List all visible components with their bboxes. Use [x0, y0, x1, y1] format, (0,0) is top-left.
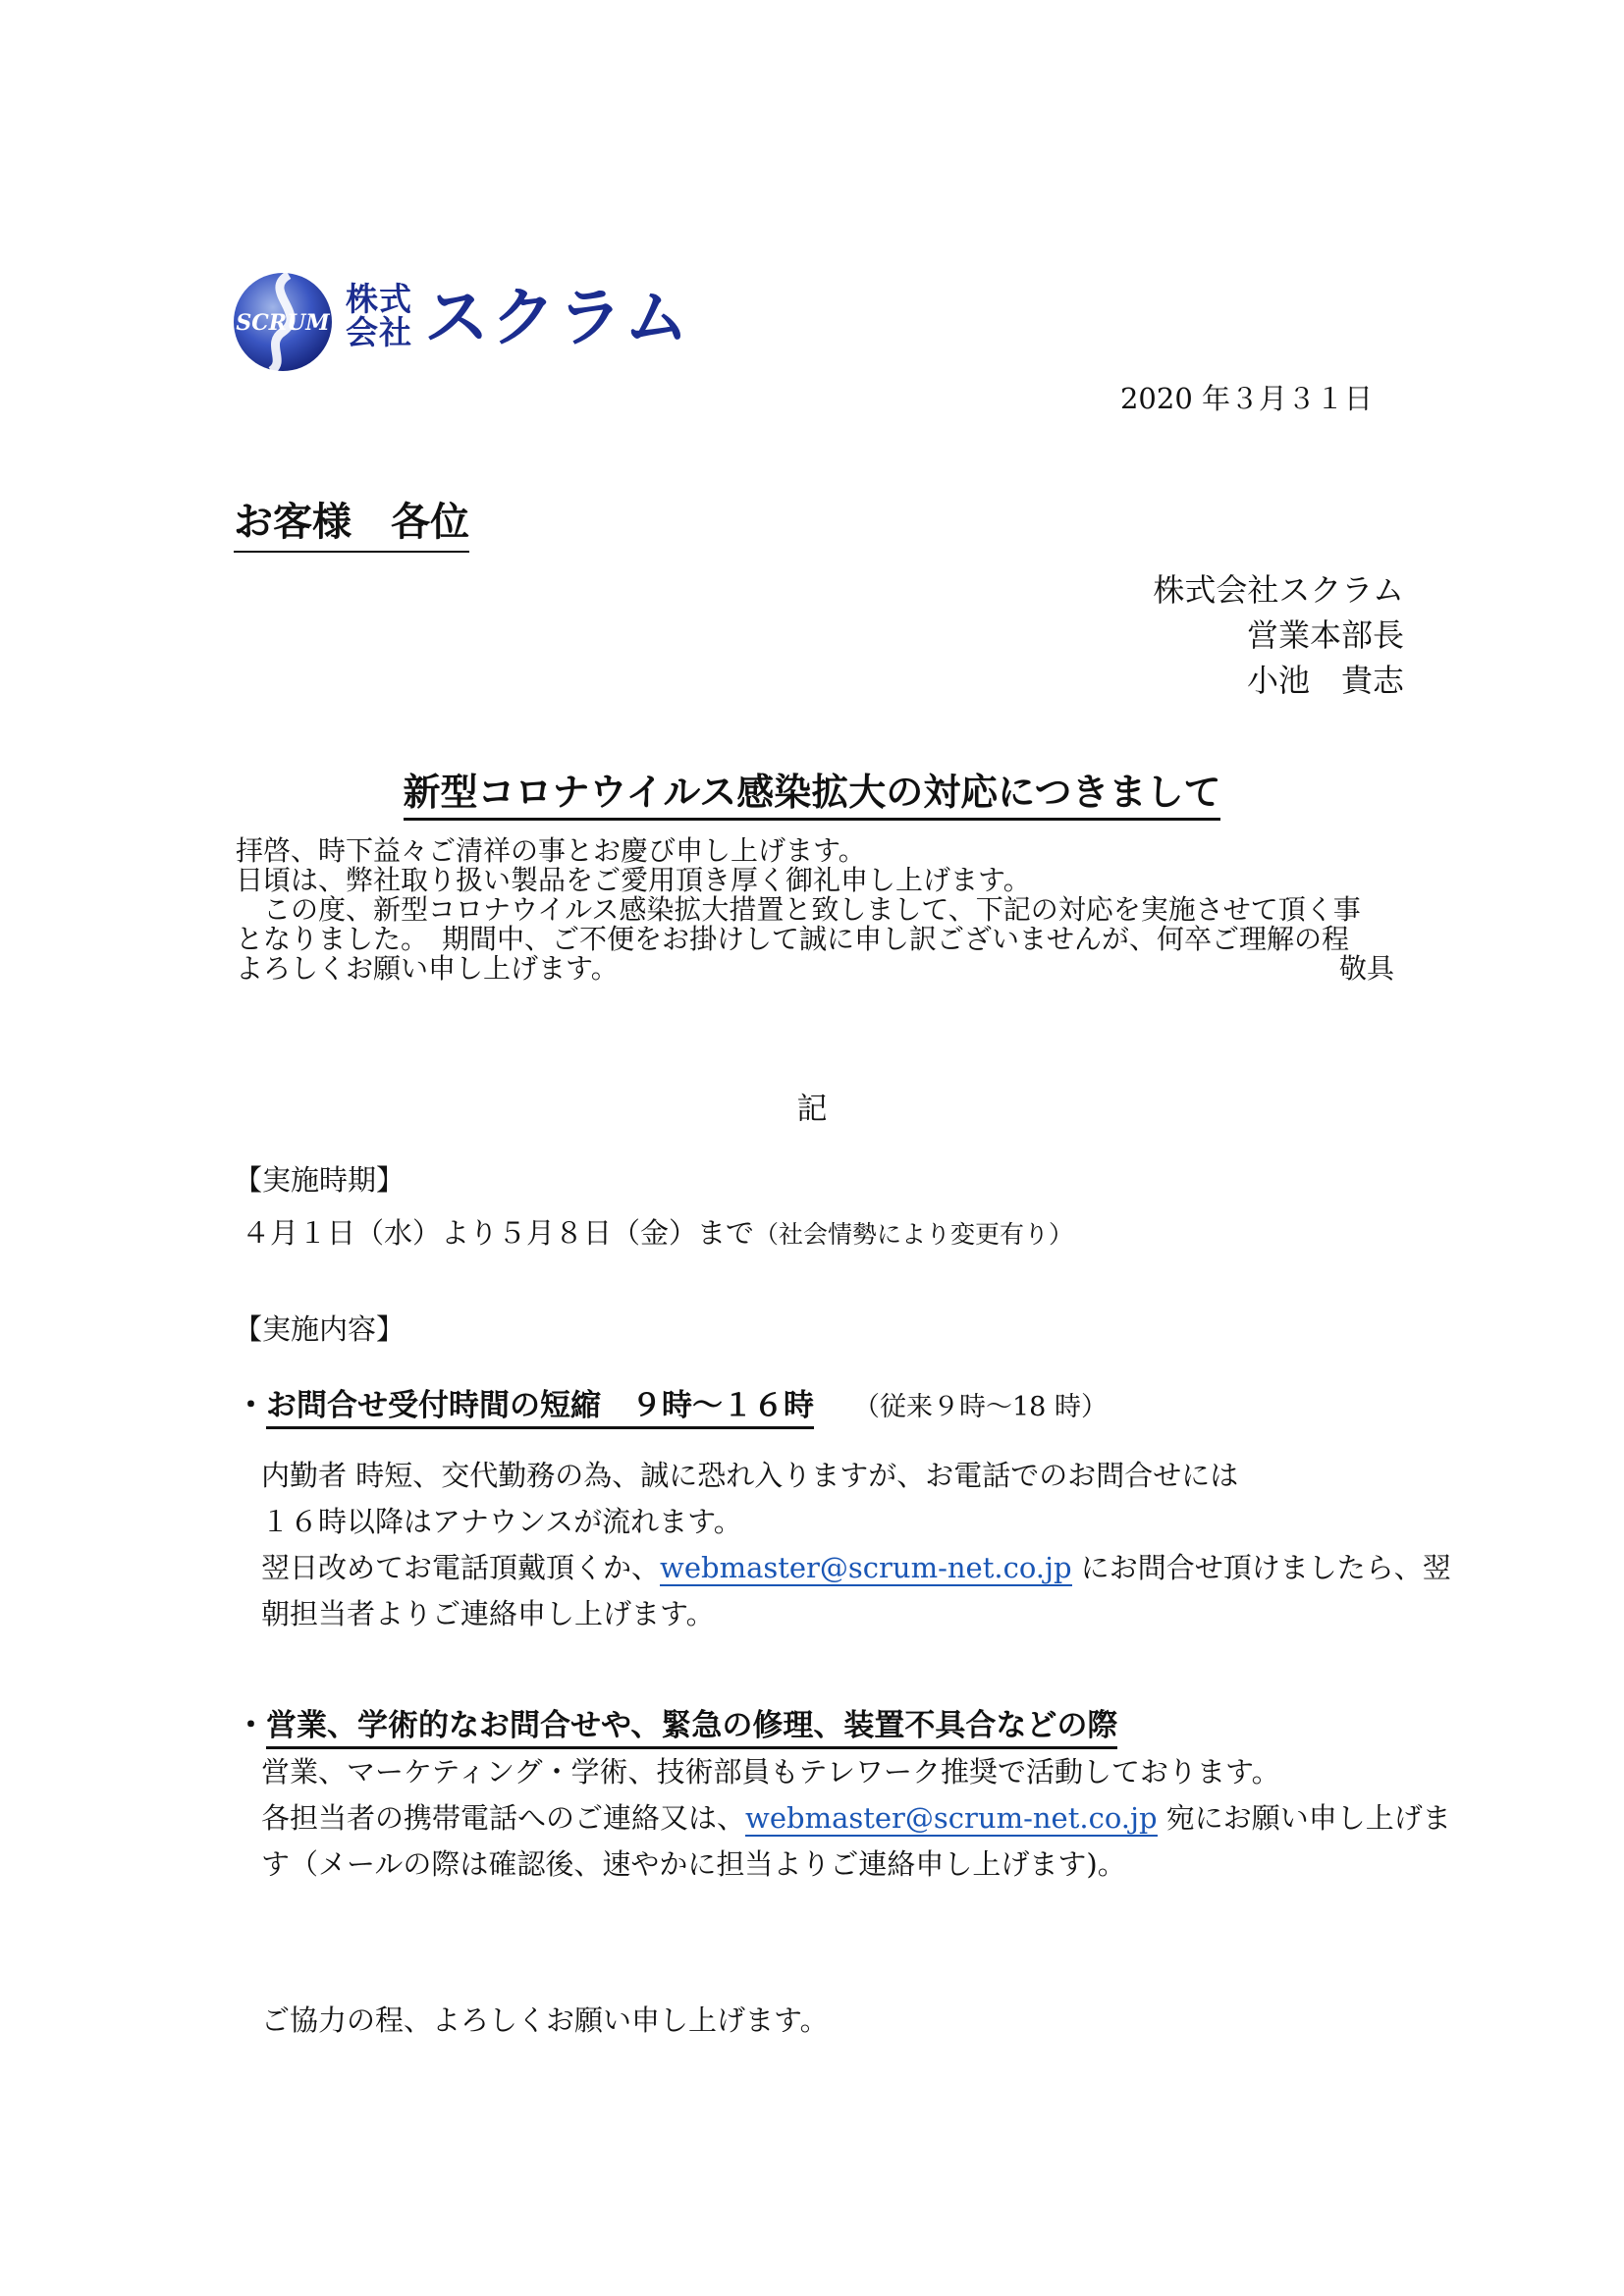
intro-paragraph: [236, 836, 1404, 984]
item2-line: す（メールの際は確認後、速やかに担当よりご連絡申し上げます)。: [261, 1847, 1126, 1881]
item1-line-post: にお問合せ頂けましたら、翌: [1071, 1551, 1451, 1584]
ki-heading: 記: [796, 1092, 828, 1127]
item1-line: 朝担当者よりご連絡申し上げます。: [261, 1597, 715, 1630]
intro-last-row: [236, 954, 1404, 984]
item2-bullet: ・: [236, 1708, 266, 1743]
period-dates: ４月１日（水）より５月８日（金）まで: [242, 1216, 755, 1250]
item1-note: （従来９時〜18 時）: [853, 1392, 1108, 1422]
recipient: お客様 各位: [234, 491, 469, 553]
document-date: 2020 年３月３１日: [1119, 382, 1373, 415]
logo-kabushiki: 株式: [346, 280, 412, 318]
intro-line: となりました。 期間中、ご不便をお掛けして誠に申し訳ございませんが、何卒ご理解の程: [236, 923, 1350, 955]
item2-line-with-email: [261, 1795, 1451, 1842]
item2-line-pre: 各担当者の携帯電話へのご連絡又は、: [261, 1801, 746, 1835]
email-link[interactable]: webmaster@scrum-net.co.jp: [660, 1551, 1072, 1584]
item1-title: お問合せ受付時間の短縮 ９時〜１６時: [266, 1388, 814, 1429]
logo-company-name: スクラム: [424, 280, 691, 355]
sender-department: 営業本部長: [1246, 616, 1404, 654]
item2-line: 営業、マーケティング・学術、技術部員もテレワーク推奨で活動しております。: [261, 1755, 1280, 1789]
logo-mark-text: SCRUM: [236, 310, 330, 336]
document-title-wrap: [0, 762, 1624, 816]
period-label: 【実施時期】: [234, 1163, 406, 1197]
item1-line: 内勤者 時短、交代勤務の為、誠に恐れ入りますが、お電話でのお問合せには: [261, 1459, 1239, 1492]
intro-line: この度、新型コロナウイルス感染拡大措置と致しまして、下記の対応を実施させて頂く事: [236, 893, 1361, 926]
item1-line: １６時以降はアナウンスが流れます。: [261, 1505, 742, 1538]
item1-line-with-email: [261, 1545, 1451, 1591]
item1-heading: [236, 1380, 1108, 1424]
document-title: 新型コロナウイルス感染拡大の対応につきまして: [404, 770, 1221, 821]
item2-title: 営業、学術的なお問合せや、緊急の修理、装置不具合などの際: [266, 1708, 1117, 1749]
intro-line: 日頃は、弊社取り扱い製品をご愛用頂き厚く御礼申し上げます。: [236, 864, 1031, 896]
logo-kaisha: 会社: [346, 313, 412, 351]
item2-body: [261, 1749, 1451, 1888]
item1-line-pre: 翌日改めてお電話頂戴頂くか、: [261, 1551, 661, 1584]
item1-bullet: ・: [236, 1388, 266, 1423]
email-link[interactable]: webmaster@scrum-net.co.jp: [745, 1801, 1158, 1835]
item1-body: [261, 1453, 1451, 1637]
sender-name: 小池 貴志: [1246, 662, 1404, 699]
intro-line: 拝啓、時下益々ご清祥の事とお慶び申し上げます。: [236, 834, 866, 867]
sender-company: 株式会社スクラム: [1153, 571, 1404, 609]
period-note: （社会情勢により変更有り）: [754, 1220, 1074, 1249]
sender-block: [1153, 567, 1404, 703]
item2-line-post: 宛にお願い申し上げま: [1157, 1801, 1451, 1835]
logo-kabushiki-kaisha: [346, 280, 412, 351]
item2-heading: [236, 1700, 1117, 1744]
closing-line: ご協力の程、よろしくお願い申し上げます。: [261, 2003, 829, 2037]
keigu: 敬具: [1338, 952, 1394, 985]
content-label: 【実施内容】: [234, 1312, 406, 1346]
company-logo: [232, 271, 691, 373]
intro-line: よろしくお願い申し上げます。: [236, 952, 619, 985]
period-value: [242, 1211, 1073, 1252]
scrum-logo-mark: [232, 271, 334, 373]
